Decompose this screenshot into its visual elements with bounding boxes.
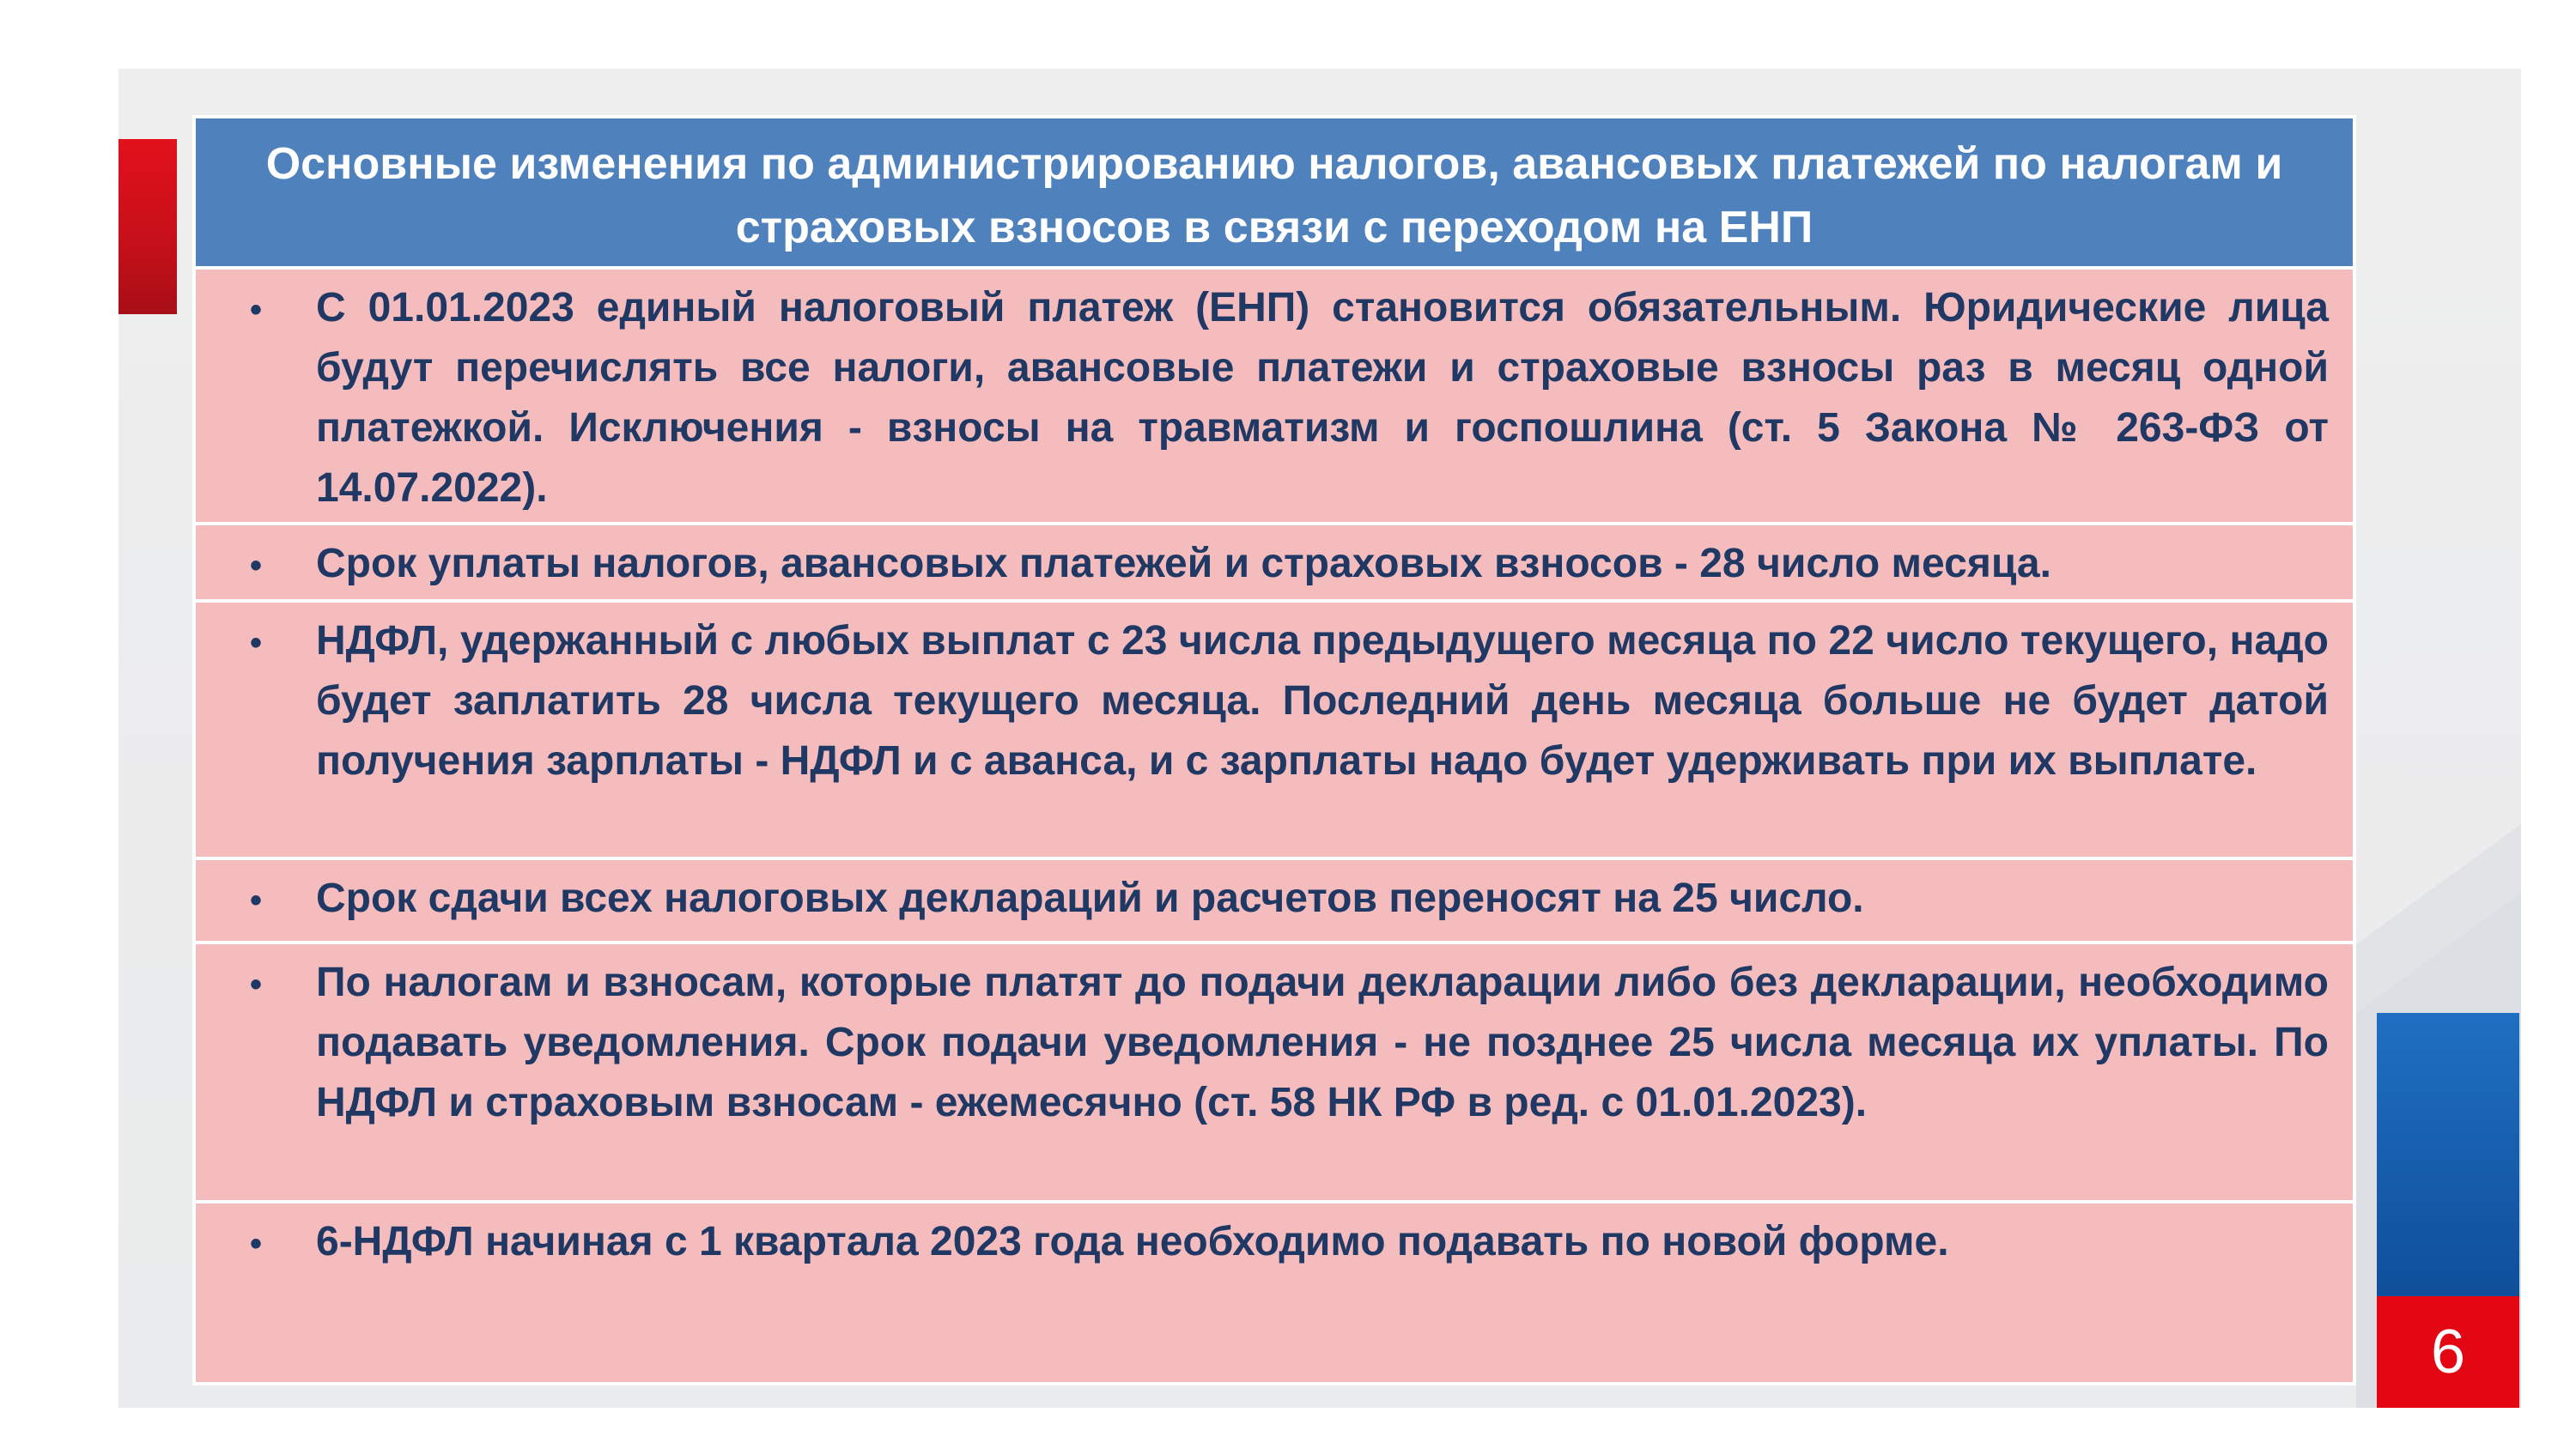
red-accent-stripe <box>118 139 177 314</box>
page-number: 6 <box>2377 1296 2519 1408</box>
list-item-text: С 01.01.2023 единый налоговый платеж (ЕНП) становится обязательным. Юридические лица будут перечислять все налоги, авансовые платежи и страховые взносы раз в месяц одной платежкой. Исключения - взносы на травматизм и госпошлина (ст. 5 Закона № 263-ФЗ от 14.07.2022). <box>316 285 2329 511</box>
list-item-text: Срок уплаты налогов, авансовых платежей и страховых взносов - 28 число месяца. <box>316 541 2051 586</box>
bullet-icon: • <box>249 882 262 919</box>
list-item <box>196 603 2353 860</box>
blue-accent-block <box>2377 1013 2519 1296</box>
list-item-text: По налогам и взносам, которые платят до подачи декларации либо без декларации, необходимо подавать уведомления. Срок подачи уведомления - не позднее 25 числа месяца их уплаты. По НДФЛ и страховым взносам - ежемесячно (ст. 58 НК РФ в ред. с 01.01.2023). <box>316 960 2329 1125</box>
list-item-text: Срок сдачи всех налоговых деклараций и расчетов переносят на 25 число. <box>316 876 1864 921</box>
list-item <box>196 1203 2353 1382</box>
list-item <box>196 525 2353 603</box>
bullet-icon: • <box>249 547 262 585</box>
bullet-icon: • <box>249 1225 262 1263</box>
list-item-text: 6-НДФЛ начиная с 1 квартала 2023 года необходимо подавать по новой форме. <box>316 1219 1949 1264</box>
list-item <box>196 944 2353 1203</box>
bullet-icon: • <box>249 966 262 1003</box>
bullet-icon: • <box>249 291 262 329</box>
content-table <box>192 115 2356 1385</box>
bullet-icon: • <box>249 624 262 662</box>
slide-title: Основные изменения по администрированию налогов, авансовых платежей по налогам и страховых взносов в связи с переходом на ЕНП <box>196 118 2353 270</box>
list-item <box>196 270 2353 525</box>
list-item-text: НДФЛ, удержанный с любых выплат с 23 числа предыдущего месяца по 22 число текущего, надо будет заплатить 28 числа текущего месяца. Последний день месяца больше не будет датой получения зарплаты - НДФЛ и с аванса, и с зарплаты надо будет удерживать при их выплате. <box>316 618 2329 784</box>
list-item <box>196 860 2353 944</box>
